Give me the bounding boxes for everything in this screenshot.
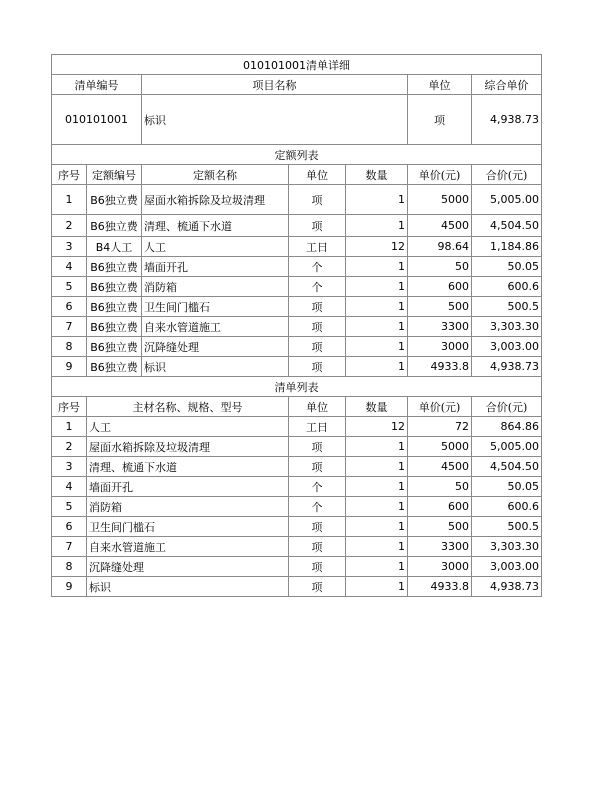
list-col-price: 单价(元): [408, 397, 472, 417]
list-section-title: 清单列表: [52, 377, 542, 397]
quota-no: 4: [52, 257, 87, 277]
list-qty: 1: [346, 577, 408, 597]
quota-code: B6独立费: [87, 337, 142, 357]
quota-total: 3,303.30: [472, 317, 542, 337]
quota-code: B6独立费: [87, 317, 142, 337]
quota-row: [52, 337, 542, 357]
list-total: 4,938.73: [472, 577, 542, 597]
quota-qty: 1: [346, 317, 408, 337]
quota-unit: 项: [289, 337, 346, 357]
quota-row: [52, 185, 542, 215]
list-unit: 项: [289, 437, 346, 457]
list-name: 屋面水箱拆除及垃圾清理: [87, 437, 289, 457]
quota-col-total: 合价(元): [472, 165, 542, 185]
quota-qty: 1: [346, 277, 408, 297]
quota-unit: 项: [289, 185, 346, 215]
bill-detail-table: [51, 54, 542, 597]
list-unit: 个: [289, 497, 346, 517]
list-total: 864.86: [472, 417, 542, 437]
list-qty: 1: [346, 537, 408, 557]
unit-price-value: 4,938.73: [472, 95, 542, 145]
list-no: 7: [52, 537, 87, 557]
quota-col-qty: 数量: [346, 165, 408, 185]
list-col-name: 主材名称、规格、型号: [87, 397, 289, 417]
list-name: 消防箱: [87, 497, 289, 517]
quota-qty: 12: [346, 237, 408, 257]
quota-price: 5000: [408, 185, 472, 215]
quota-col-no: 序号: [52, 165, 87, 185]
list-unit: 项: [289, 517, 346, 537]
list-name: 沉降缝处理: [87, 557, 289, 577]
item-name-label: 项目名称: [142, 75, 408, 95]
quota-unit: 个: [289, 257, 346, 277]
list-qty: 1: [346, 497, 408, 517]
quota-total: 50.05: [472, 257, 542, 277]
quota-name: 屋面水箱拆除及垃圾清理: [142, 185, 289, 215]
list-no: 9: [52, 577, 87, 597]
list-price: 5000: [408, 437, 472, 457]
quota-name: 标识: [142, 357, 289, 377]
page-title: 010101001清单详细: [52, 55, 542, 75]
list-row: [52, 437, 542, 457]
quota-code: B6独立费: [87, 215, 142, 237]
quota-price: 4500: [408, 215, 472, 237]
list-section-row: [52, 377, 542, 397]
quota-code: B6独立费: [87, 357, 142, 377]
list-total: 500.5: [472, 517, 542, 537]
quota-qty: 1: [346, 257, 408, 277]
quota-row: [52, 257, 542, 277]
unit-value: 项: [408, 95, 472, 145]
quota-no: 1: [52, 185, 87, 215]
list-price: 3000: [408, 557, 472, 577]
list-qty: 1: [346, 517, 408, 537]
quota-unit: 工日: [289, 237, 346, 257]
quota-unit: 项: [289, 317, 346, 337]
list-unit: 项: [289, 537, 346, 557]
quota-no: 7: [52, 317, 87, 337]
list-name: 人工: [87, 417, 289, 437]
list-qty: 1: [346, 457, 408, 477]
header-value-row: [52, 95, 542, 145]
list-no: 4: [52, 477, 87, 497]
quota-no: 8: [52, 337, 87, 357]
quota-total: 600.6: [472, 277, 542, 297]
list-row: [52, 457, 542, 477]
quota-name: 墙面开孔: [142, 257, 289, 277]
quota-no: 3: [52, 237, 87, 257]
list-row: [52, 577, 542, 597]
title-row: [52, 55, 542, 75]
quota-section-title: 定额列表: [52, 145, 542, 165]
quota-col-unit: 单位: [289, 165, 346, 185]
quota-total: 5,005.00: [472, 185, 542, 215]
unit-price-label: 综合单价: [472, 75, 542, 95]
list-unit: 项: [289, 557, 346, 577]
quota-unit: 项: [289, 215, 346, 237]
list-no: 6: [52, 517, 87, 537]
quota-total: 4,938.73: [472, 357, 542, 377]
quota-price: 3300: [408, 317, 472, 337]
quota-qty: 1: [346, 337, 408, 357]
list-price: 600: [408, 497, 472, 517]
quota-price: 4933.8: [408, 357, 472, 377]
list-qty: 1: [346, 477, 408, 497]
list-qty: 1: [346, 557, 408, 577]
list-total: 50.05: [472, 477, 542, 497]
quota-row: [52, 277, 542, 297]
item-name-value: 标识: [142, 95, 408, 145]
quota-qty: 1: [346, 215, 408, 237]
list-no: 2: [52, 437, 87, 457]
quota-code: B6独立费: [87, 277, 142, 297]
list-no: 8: [52, 557, 87, 577]
list-total: 3,003.00: [472, 557, 542, 577]
list-price: 4933.8: [408, 577, 472, 597]
quota-price: 3000: [408, 337, 472, 357]
quota-no: 5: [52, 277, 87, 297]
list-unit: 个: [289, 477, 346, 497]
list-price: 4500: [408, 457, 472, 477]
quota-qty: 1: [346, 185, 408, 215]
quota-code: B6独立费: [87, 185, 142, 215]
unit-label: 单位: [408, 75, 472, 95]
quota-total: 1,184.86: [472, 237, 542, 257]
list-row: [52, 557, 542, 577]
list-qty: 1: [346, 437, 408, 457]
quota-code: B6独立费: [87, 297, 142, 317]
quota-total: 4,504.50: [472, 215, 542, 237]
list-total: 3,303.30: [472, 537, 542, 557]
quota-qty: 1: [346, 357, 408, 377]
quota-name: 人工: [142, 237, 289, 257]
list-row: [52, 497, 542, 517]
list-col-total: 合价(元): [472, 397, 542, 417]
list-name: 标识: [87, 577, 289, 597]
quota-name: 卫生间门槛石: [142, 297, 289, 317]
quota-row: [52, 317, 542, 337]
list-total: 4,504.50: [472, 457, 542, 477]
list-price: 500: [408, 517, 472, 537]
quota-col-name: 定额名称: [142, 165, 289, 185]
quota-total: 3,003.00: [472, 337, 542, 357]
list-row: [52, 417, 542, 437]
list-name: 卫生间门槛石: [87, 517, 289, 537]
list-price: 72: [408, 417, 472, 437]
quota-code: B6独立费: [87, 257, 142, 277]
header-label-row: [52, 75, 542, 95]
quota-name: 沉降缝处理: [142, 337, 289, 357]
bill-code-value: 010101001: [52, 95, 142, 145]
list-name: 墙面开孔: [87, 477, 289, 497]
quota-no: 9: [52, 357, 87, 377]
list-unit: 项: [289, 577, 346, 597]
quota-unit: 个: [289, 277, 346, 297]
quota-section-row: [52, 145, 542, 165]
list-no: 5: [52, 497, 87, 517]
list-no: 3: [52, 457, 87, 477]
quota-price: 98.64: [408, 237, 472, 257]
list-unit: 工日: [289, 417, 346, 437]
bill-detail-sheet: [51, 54, 541, 597]
quota-name: 自来水管道施工: [142, 317, 289, 337]
quota-name: 清理、梳通下水道: [142, 215, 289, 237]
quota-col-code: 定额编号: [87, 165, 142, 185]
list-col-qty: 数量: [346, 397, 408, 417]
quota-total: 500.5: [472, 297, 542, 317]
quota-col-price: 单价(元): [408, 165, 472, 185]
bill-code-label: 清单编号: [52, 75, 142, 95]
list-col-no: 序号: [52, 397, 87, 417]
quota-unit: 项: [289, 357, 346, 377]
quota-no: 2: [52, 215, 87, 237]
quota-code: B4人工: [87, 237, 142, 257]
quota-unit: 项: [289, 297, 346, 317]
quota-qty: 1: [346, 297, 408, 317]
quota-name: 消防箱: [142, 277, 289, 297]
quota-price: 600: [408, 277, 472, 297]
list-col-unit: 单位: [289, 397, 346, 417]
list-header-row: [52, 397, 542, 417]
list-name: 清理、梳通下水道: [87, 457, 289, 477]
list-total: 5,005.00: [472, 437, 542, 457]
quota-row: [52, 237, 542, 257]
quota-row: [52, 357, 542, 377]
quota-price: 50: [408, 257, 472, 277]
list-no: 1: [52, 417, 87, 437]
list-row: [52, 517, 542, 537]
quota-price: 500: [408, 297, 472, 317]
list-qty: 12: [346, 417, 408, 437]
list-price: 50: [408, 477, 472, 497]
quota-row: [52, 297, 542, 317]
list-unit: 项: [289, 457, 346, 477]
quota-no: 6: [52, 297, 87, 317]
list-row: [52, 477, 542, 497]
quota-header-row: [52, 165, 542, 185]
list-name: 自来水管道施工: [87, 537, 289, 557]
list-total: 600.6: [472, 497, 542, 517]
list-row: [52, 537, 542, 557]
quota-row: [52, 215, 542, 237]
list-price: 3300: [408, 537, 472, 557]
